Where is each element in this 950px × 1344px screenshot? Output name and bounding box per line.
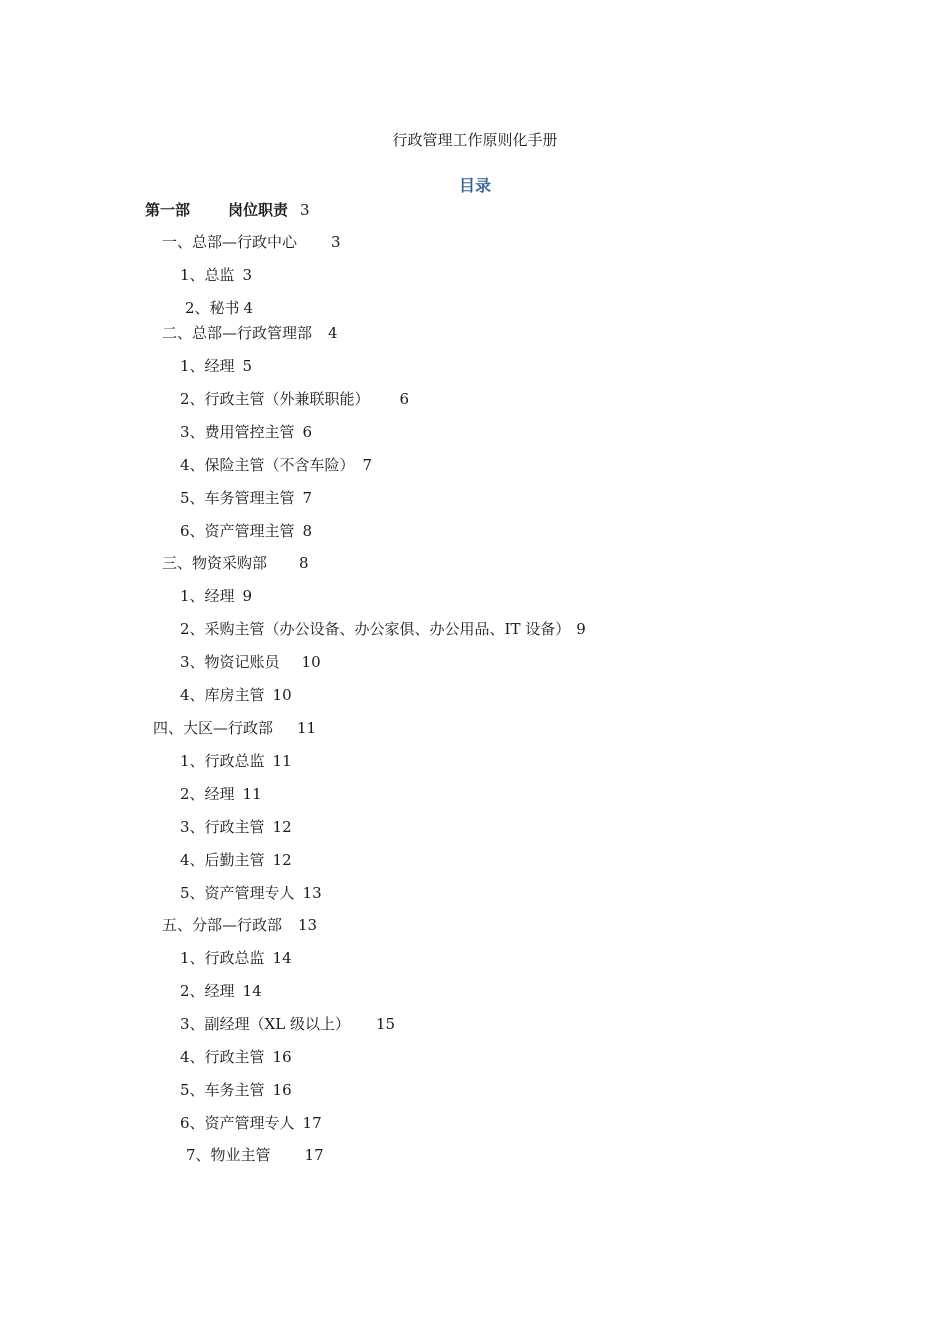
toc-entry-text: 1、经理: [180, 357, 235, 375]
toc-entry-text: 4、行政主管: [180, 1048, 265, 1066]
toc-entry-text: 7、物业主管: [186, 1146, 271, 1164]
toc-entry[interactable]: [180, 816, 292, 837]
toc-entry-page: 16: [272, 1048, 292, 1066]
toc-entry[interactable]: [186, 1144, 324, 1165]
toc-entry-page: 11: [242, 785, 262, 803]
toc-entry-page: 16: [272, 1081, 292, 1099]
toc-entry[interactable]: [162, 914, 317, 935]
toc-entry[interactable]: [180, 651, 321, 672]
toc-entry-text: 五、分部—行政部: [162, 916, 283, 934]
toc-entry-page: 14: [242, 982, 262, 1000]
toc-entry[interactable]: [180, 947, 292, 968]
part-label: 第一部: [145, 201, 191, 219]
toc-entry-text: 三、物资采购部: [162, 554, 268, 572]
toc-entry-page: 9: [242, 587, 253, 605]
toc-entry-page: 5: [242, 357, 253, 375]
toc-entry-page: 8: [299, 554, 309, 572]
toc-entry[interactable]: [162, 552, 309, 573]
toc-entry-page: 4: [243, 299, 254, 317]
toc-entry-text: 5、车务主管: [180, 1081, 265, 1099]
toc-entry-page: 12: [272, 851, 292, 869]
toc-entry-text: 2、秘书: [185, 299, 240, 317]
toc-entry-page: 7: [302, 489, 313, 507]
toc-entry-page: 15: [375, 1015, 396, 1033]
toc-entry[interactable]: [180, 980, 262, 1001]
toc-entry[interactable]: [162, 322, 338, 343]
toc-part-entry[interactable]: [145, 199, 310, 220]
toc-entry-page: 17: [304, 1146, 324, 1164]
toc-entry[interactable]: [180, 355, 252, 376]
part-title: 岗位职责: [228, 201, 289, 219]
toc-entry-text: 4、保险主管（不含车险）: [180, 456, 355, 474]
toc-entry-page: 13: [298, 916, 318, 934]
toc-entry-text: 2、行政主管（外兼联职能）: [180, 390, 370, 408]
toc-entry[interactable]: [153, 717, 316, 738]
toc-heading: 目录: [458, 176, 491, 195]
toc-entry[interactable]: [180, 1079, 292, 1100]
toc-entry-text: 3、行政主管: [180, 818, 265, 836]
toc-entry-text: 4、后勤主管: [180, 851, 265, 869]
toc-entry-text: 6、资产管理专人: [180, 1114, 295, 1132]
toc-entry-page: 12: [272, 818, 292, 836]
toc-entry-page: 8: [302, 522, 313, 540]
toc-entry[interactable]: [162, 231, 422, 252]
toc-entry-page: 3: [331, 233, 341, 251]
toc-entry-page: 10: [272, 686, 292, 704]
toc-entry-text: 6、资产管理主管: [180, 522, 295, 540]
toc-entry-text: 1、经理: [180, 587, 235, 605]
document-title: 行政管理工作原则化手册: [392, 131, 558, 149]
toc-entry[interactable]: [180, 1112, 322, 1133]
toc-entry-page: 11: [272, 752, 292, 770]
toc-entry-text: 一、总部—行政中心: [162, 233, 298, 251]
toc-entry-text: 5、资产管理专人: [180, 884, 295, 902]
toc-entry[interactable]: [180, 1046, 292, 1067]
toc-entry[interactable]: [180, 684, 292, 705]
toc-entry[interactable]: [180, 882, 322, 903]
toc-entry-page: 6: [302, 423, 313, 441]
toc-entry[interactable]: [180, 849, 292, 870]
toc-entry-page: 14: [272, 949, 292, 967]
toc-entry[interactable]: [180, 783, 262, 804]
toc-entry-text: 3、副经理（XL 级以上）: [180, 1015, 350, 1033]
toc-entry-text: 4、库房主管: [180, 686, 265, 704]
toc-entry-text: 3、物资记账员: [180, 653, 280, 671]
toc-entry-page: 10: [301, 653, 321, 671]
toc-entry-text: 5、车务管理主管: [180, 489, 295, 507]
toc-entry-page: 4: [328, 324, 338, 342]
toc-entry-text: 3、费用管控主管: [180, 423, 295, 441]
toc-entry[interactable]: [185, 297, 253, 318]
toc-entry-text: 2、经理: [180, 982, 235, 1000]
toc-entry-text: 四、大区—行政部: [153, 719, 274, 737]
toc-entry-page: 7: [362, 456, 373, 474]
toc-entry[interactable]: [180, 585, 252, 606]
toc-entry[interactable]: [180, 421, 312, 442]
toc-entry-text: 1、总监: [180, 266, 235, 284]
toc-entry-page: 9: [576, 620, 586, 638]
toc-entry-text: 1、行政总监: [180, 949, 265, 967]
toc-entry-page: 6: [399, 390, 410, 408]
toc-entry-text: 2、采购主管（办公设备、办公家俱、办公用品、IT 设备）: [180, 620, 571, 638]
toc-entry-text: 二、总部—行政管理部: [162, 324, 313, 342]
toc-entry-text: 1、行政总监: [180, 752, 265, 770]
toc-entry[interactable]: [180, 520, 312, 541]
toc-entry[interactable]: [180, 388, 409, 409]
part-page-number: 3: [300, 201, 310, 219]
toc-entry[interactable]: [180, 750, 292, 771]
toc-entry-page: 3: [242, 266, 253, 284]
toc-entry[interactable]: [180, 618, 586, 639]
toc-entry-text: 2、经理: [180, 785, 235, 803]
toc-entry[interactable]: [180, 487, 312, 508]
toc-entry-page: 13: [302, 884, 322, 902]
toc-entry-page: 11: [297, 719, 317, 737]
toc-entry-page: 17: [302, 1114, 322, 1132]
toc-entry[interactable]: [180, 264, 252, 285]
toc-entry[interactable]: [180, 454, 372, 475]
toc-entry[interactable]: [180, 1013, 395, 1034]
